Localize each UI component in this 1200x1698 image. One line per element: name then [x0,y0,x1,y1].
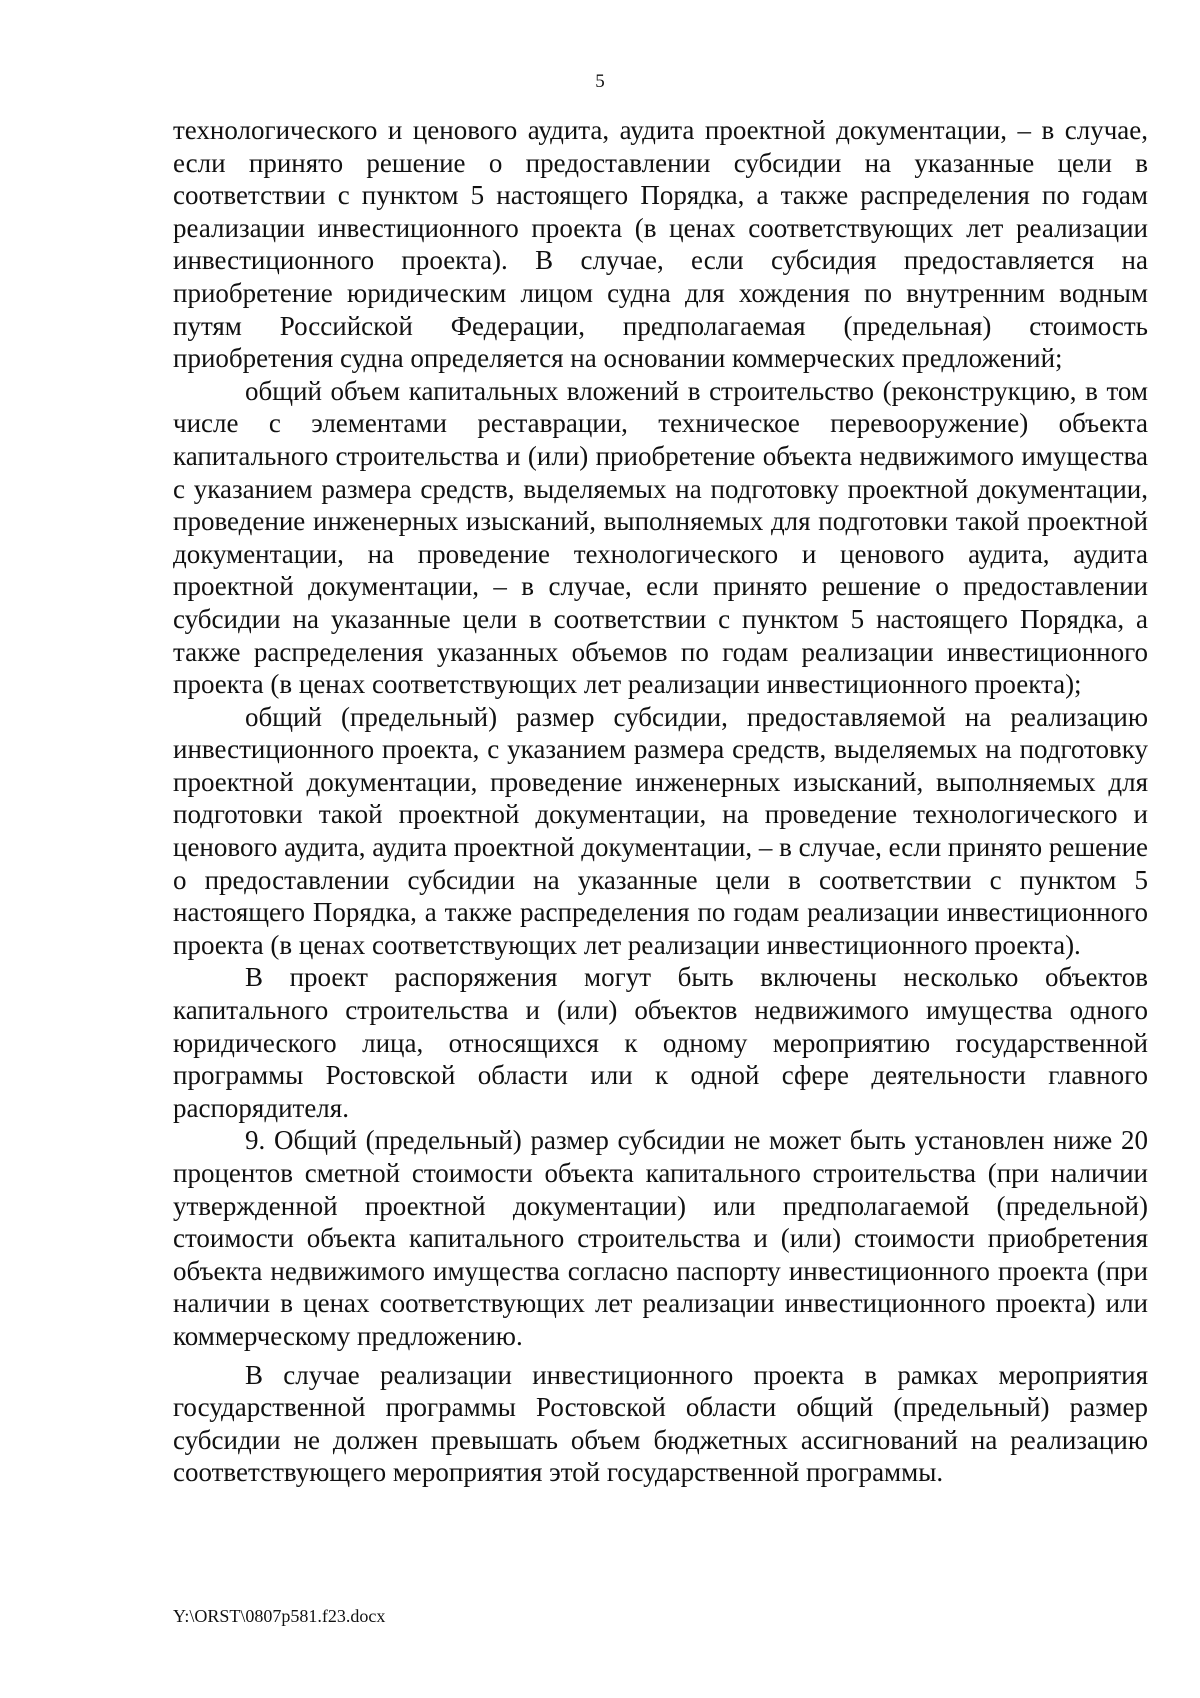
paragraph-capital-investment: общий объем капитальных вложений в строительство (реконструкцию, в том числе с элементами реставрации, техническое перевооружение) объекта капитального строительства и (или) приобретение объекта недвижимого имущества с указанием размера средств, выделяемых на подготовку проектной документации, проведение инженерных изысканий, выполняемых для подготовки такой проектной документации, на проведение технологического и ценового аудита, аудита проектной документации, – в случае, если принято решение о предоставлении субсидии на указанные цели в соответствии с пунктом 5 настоящего Порядка, а также распределения указанных объемов по годам реализации инвестиционного проекта (в ценах соответствующих лет реализации инвестиционного проекта); [173,375,1148,700]
paragraph-program-limit: В случае реализации инвестиционного проекта в рамках мероприятия государственной программы Ростовской области общий (предельный) размер субсидии не должен превышать объем бюджетных ассигнований на реализацию соответствующего мероприятия этой государственной программы. [173,1359,1148,1488]
paragraph-draft-order: В проект распоряжения могут быть включены несколько объектов капитального строительства и (или) объектов недвижимого имущества одного юридического лица, относящихся к одному мероприятию государственной программы Ростовской области или к одной сфере деятельности главного распорядителя. [173,962,1148,1123]
paragraph-subsidy-size: общий (предельный) размер субсидии, предоставляемой на реализацию инвестиционного проекта, с указанием размера средств, выделяемых на подготовку проектной документации, проведение инженерных изысканий, выполняемых для подготовки такой проектной документации, на проведение технологического и ценового аудита, аудита проектной документации, – в случае, если принято решение о предоставлении субсидии на указанные цели в соответствии с пунктом 5 настоящего Порядка, а также распределения по годам реализации инвестиционного проекта (в ценах соответствующих лет реализации инвестиционного проекта). [173,701,1149,960]
page-number: 5 [595,71,605,92]
paragraph-clause-9: 9. Общий (предельный) размер субсидии не может быть установлен ниже 20 процентов сметной стоимости объекта капитального строительства (при наличии утвержденной проектной документации) или предполагаемой (предельной) стоимости объекта капитального строительства и (или) стоимости приобретения объекта недвижимого имущества согласно паспорту инвестиционного проекта (при наличии в ценах соответствующих лет реализации инвестиционного проекта) или коммерческому предложению. [173,1125,1148,1351]
document-body [173,114,1148,1489]
footer-file-path: Y:\ORST\0807p581.f23.docx [173,1606,386,1626]
paragraph-continued: технологического и ценового аудита, аудита проектной документации, – в случае, если принято решение о предоставлении субсидии на указанные цели в соответствии с пунктом 5 настоящего Порядка, а также распределения по годам реализации инвестиционного проекта (в ценах соответствующих лет реализации инвестиционного проекта). В случае, если субсидия предоставляется на приобретение юридическим лицом судна для хождения по внутренним водным путям Российской Федерации, предполагаемая (предельная) стоимость приобретения судна определяется на основании коммерческих предложений; [173,115,1148,374]
